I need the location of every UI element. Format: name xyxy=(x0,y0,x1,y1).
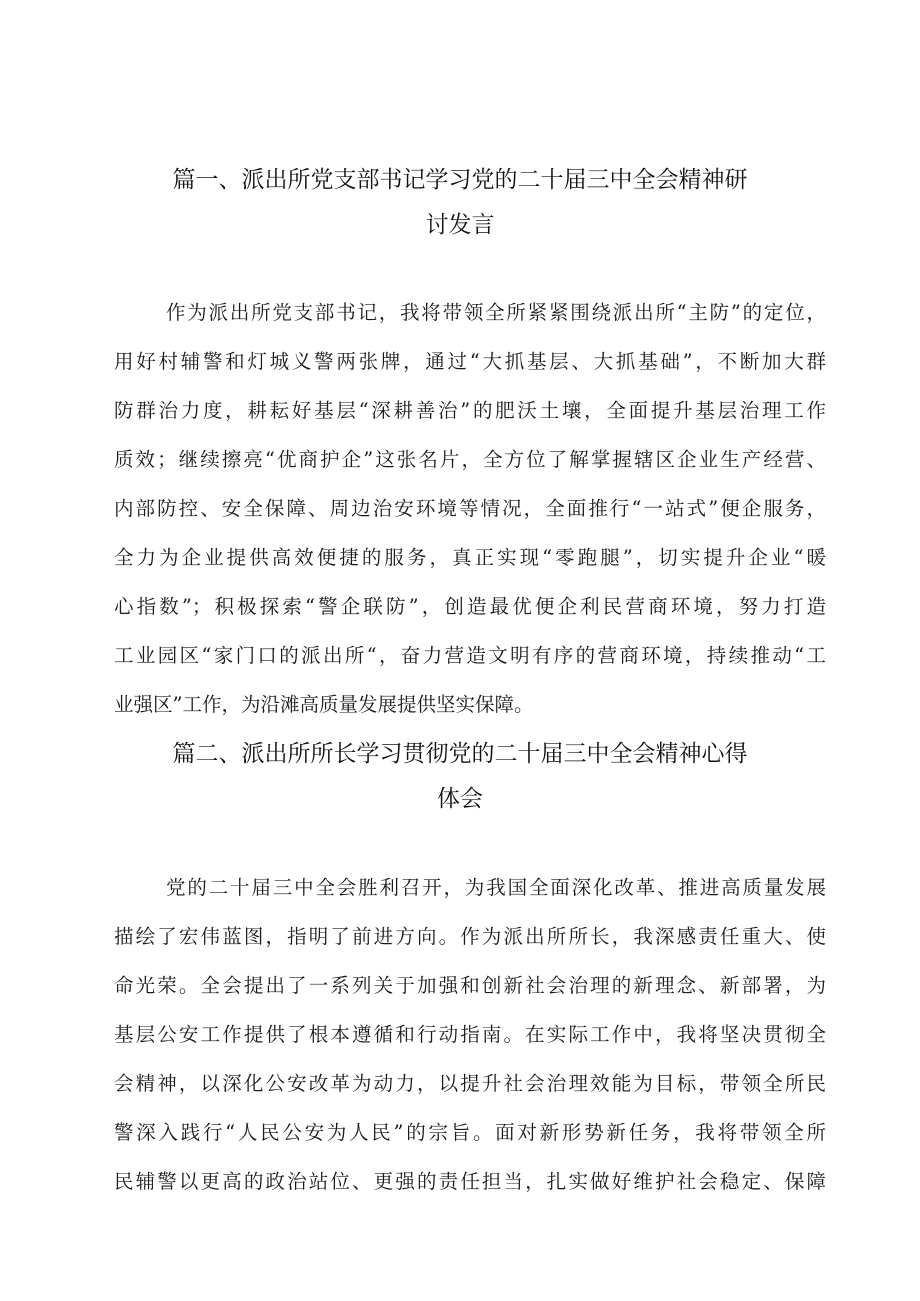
body-line: 业强区”工作，为沿滩高质量发展提供坚实保障。 xyxy=(114,693,534,716)
body-line: 质效；继续擦亮“优商护企”这张名片，全方位了解掌握辖区企业生产经营、 xyxy=(114,448,826,471)
body-line: 警深入践行“人民公安为人民”的宗旨。面对新形势新任务，我将带领全所 xyxy=(114,1121,826,1144)
section-1-title xyxy=(0,158,920,248)
body-line: 会精神，以深化公安改革为动力，以提升社会治理效能为目标，带领全所民 xyxy=(114,1072,826,1095)
body-line: 全力为企业提供高效便捷的服务，真正实现“零跑腿”，切实提升企业“暖 xyxy=(114,546,826,569)
body-line: 用好村辅警和灯城义警两张牌，通过“大抓基层、大抓基础”，不断加大群 xyxy=(114,350,826,373)
body-line: 防群治力度，耕耘好基层“深耕善治”的肥沃土壤，全面提升基层治理工作 xyxy=(114,399,826,422)
body-line: 工业园区“家门口的派出所“，奋力营造文明有序的营商环境，持续推动“工 xyxy=(114,644,826,667)
section-2-title-line: 篇二、派出所所长学习贯彻党的二十届三中全会精神心得 xyxy=(172,741,748,767)
body-line: 党的二十届三中全会胜利召开，为我国全面深化改革、推进高质量发展 xyxy=(166,876,826,899)
body-line: 内部防控、安全保障、周边治安环境等情况，全面推行“一站式”便企服务， xyxy=(114,497,826,520)
section-2-title xyxy=(0,732,920,822)
section-2-body xyxy=(114,863,826,1206)
body-line: 作为派出所党支部书记，我将带领全所紧紧围绕派出所“主防”的定位， xyxy=(166,301,826,324)
section-1-body xyxy=(114,288,826,729)
section-1-title-line: 讨发言 xyxy=(425,212,495,238)
section-2-title-line: 体会 xyxy=(437,786,483,812)
body-line: 民辅警以更高的政治站位、更强的责任担当，扎实做好维护社会稳定、保障 xyxy=(114,1170,826,1193)
body-line: 基层公安工作提供了根本遵循和行动指南。在实际工作中，我将坚决贯彻全 xyxy=(114,1023,826,1046)
body-line: 心指数”；积极探索“警企联防”，创造最优便企利民营商环境，努力打造 xyxy=(114,595,826,618)
body-line: 描绘了宏伟蓝图，指明了前进方向。作为派出所所长，我深感责任重大、使 xyxy=(114,925,826,948)
section-1-title-line: 篇一、派出所党支部书记学习党的二十届三中全会精神研 xyxy=(172,167,748,193)
body-line: 命光荣。全会提出了一系列关于加强和创新社会治理的新理念、新部署，为 xyxy=(114,974,826,997)
